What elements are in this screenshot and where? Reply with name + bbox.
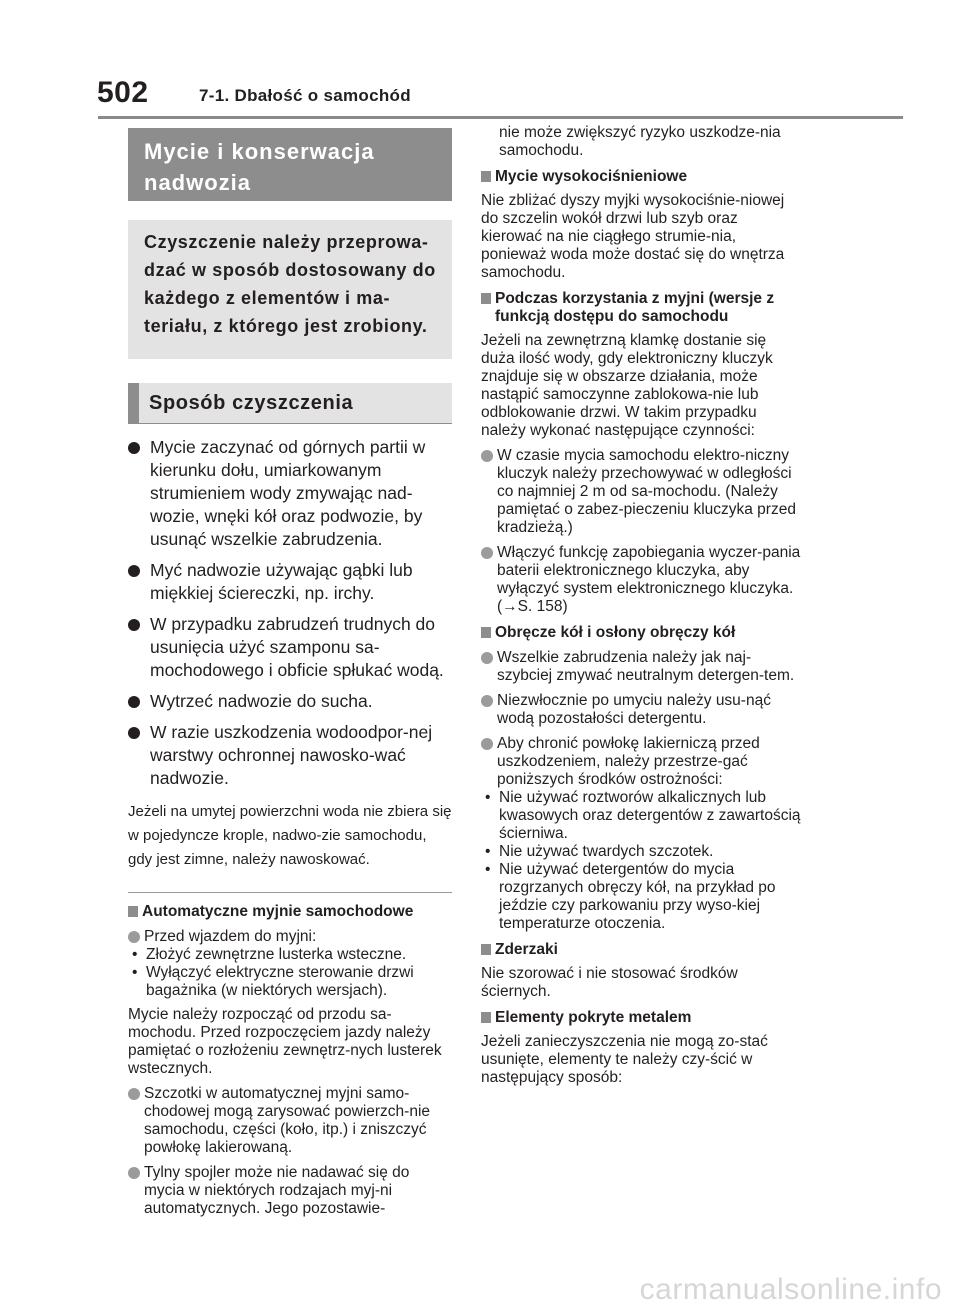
cleaning-steps-list — [128, 436, 452, 790]
circle-bullet-icon — [128, 1088, 140, 1100]
right-column — [481, 124, 803, 1087]
circle-bullet-icon — [481, 547, 493, 559]
wheels-heading: Obręcze kół i osłony obręczy kół — [481, 624, 803, 642]
smart-key-heading: Podczas korzystania z myjni (wersje z funkcją dostępu do samochodu — [481, 290, 803, 326]
circle-bullet-icon — [481, 738, 493, 750]
bullet-icon — [128, 696, 140, 708]
circle-item: W czasie mycia samochodu elektro-niczny kluczyk należy przechowywać w odległości co najmniej 2 m od sa-mochodu. (Należy pamiętać o zabez-pieczeniu kluczyka przed kradzieżą.) — [481, 447, 803, 537]
dash-item: • Nie używać twardych szczotek. — [485, 843, 714, 860]
subtitle-rule — [128, 423, 452, 424]
circle-bullet-icon — [481, 695, 493, 707]
square-bullet-icon — [481, 1012, 491, 1023]
paragraph: Jeżeli zanieczyszczenia nie mogą zo-stać usunięte, elementy te należy czy-ścić w następujący sposób: — [481, 1033, 768, 1086]
square-bullet-icon — [128, 906, 138, 917]
list-item: Mycie zaczynać od górnych partii w kierunku dołu, umiarkowanym strumieniem wody zmywając nad-wozie, wnęki kół oraz podwozie, by usunąć wszelkie zabrudzenia. — [128, 436, 452, 551]
page-number: 502 — [97, 76, 149, 109]
bullet-icon — [128, 619, 140, 631]
circle-bullet-icon — [481, 652, 493, 664]
auto-wash-heading: Automatyczne myjnie samochodowe — [128, 903, 452, 921]
paragraph: Nie szorować i nie stosować środków ściernych. — [481, 965, 738, 1000]
paragraph: Nie zbliżać dyszy myjki wysokociśnie-niowej do szczelin wokół drzwi lub szyb oraz kierować na nie ciągłego strumie-nia, ponieważ woda może dostać się do wnętrza samochodu. — [481, 192, 785, 281]
list-item: W przypadku zabrudzeń trudnych do usunięcia użyć szamponu sa-mochodowego i obficie spłukać wodą. — [128, 613, 452, 682]
circle-item: Włączyć funkcję zapobiegania wyczer-pania baterii elektronicznego kluczyka, aby wyłączyć system elektronicznego kluczyka. (→S. 158) — [481, 544, 803, 616]
circle-item: Tylny spojler może nie nadawać się do mycia w niektórych rodzajach myj-ni automatycznych. Jego pozostawie- — [128, 1164, 452, 1218]
divider — [128, 892, 452, 893]
lead-box: Czyszczenie należy przeprowa-dzać w sposób dostosowany do każdego z elementów i ma-teriału, z którego jest zrobiony. — [128, 220, 452, 359]
section-title: 7-1. Dbałość o samochód — [199, 86, 411, 105]
dash-item: • Nie używać detergentów do mycia rozgrzanych obręczy kół, na przykład po jeździe czy parkowaniu przy wyso-kiej temperaturze otoczenia. — [485, 861, 776, 932]
dash-item: • Złożyć zewnętrzne lusterka wsteczne. — [132, 946, 407, 963]
metal-heading: Elementy pokryte metalem — [481, 1009, 803, 1027]
square-bullet-icon — [481, 944, 491, 955]
circle-bullet-icon — [128, 931, 140, 943]
circle-bullet-icon — [481, 450, 493, 462]
circle-item: Niezwłocznie po umyciu należy usu-nąć wodą pozostałości detergentu. — [481, 692, 803, 728]
square-bullet-icon — [481, 171, 491, 182]
left-column — [128, 128, 452, 1218]
circle-item: Szczotki w automatycznej myjni samo-chodowej mogą zarysować powierzch-nie samochodu, części (koło, itp.) i zniszczyć powłokę lakierowaną. — [128, 1085, 452, 1157]
square-bullet-icon — [481, 293, 491, 304]
bumpers-heading: Zderzaki — [481, 941, 803, 959]
circle-bullet-icon — [128, 1167, 140, 1179]
high-pressure-heading: Mycie wysokociśnieniowe — [481, 168, 803, 186]
subtitle-box: Sposób czyszczenia — [128, 383, 452, 423]
main-title: Mycie i konserwacja nadwozia — [128, 128, 452, 201]
bullet-icon — [128, 727, 140, 739]
list-item: Myć nadwozie używając gąbki lub miękkiej ściereczki, np. irchy. — [128, 559, 452, 605]
list-item: W razie uszkodzenia wodoodpor-nej warstwy ochronnej nawosko-wać nadwozie. — [128, 721, 452, 790]
wax-note: Jeżeli na umytej powierzchni woda nie zbiera się w pojedyncze krople, nadwo-zie samochodu, gdy jest zimne, należy nawoskować. — [128, 803, 452, 868]
bullet-icon — [128, 565, 140, 577]
header-rule — [98, 116, 903, 119]
paragraph: Mycie należy rozpocząć od przodu sa-mochodu. Przed rozpoczęciem jazdy należy pamiętać o rozłożeniu zewnętrz-nych lusterek wstecznych. — [128, 1006, 442, 1077]
circle-item: Aby chronić powłokę lakierniczą przed uszkodzeniem, należy przestrze-gać poniższych środków ostrożności: — [481, 735, 803, 789]
dash-item: • Wyłączyć elektryczne sterowanie drzwi bagażnika (w niektórych wersjach). — [132, 964, 414, 999]
continued-text: nie może zwiększyć ryzyko uszkodze-nia samochodu. — [499, 124, 781, 159]
list-item: Wytrzeć nadwozie do sucha. — [128, 690, 452, 713]
watermark: carmanualsonline.info — [639, 1273, 942, 1306]
bullet-icon — [128, 442, 140, 454]
circle-item: Przed wjazdem do myjni: — [128, 928, 452, 946]
square-bullet-icon — [481, 627, 491, 638]
dash-item: • Nie używać roztworów alkalicznych lub kwasowych oraz detergentów z zawartością ścierniwa. — [485, 789, 801, 842]
circle-item: Wszelkie zabrudzenia należy jak naj-szybciej zmywać neutralnym detergen-tem. — [481, 649, 803, 685]
paragraph: Jeżeli na zewnętrzną klamkę dostanie się duża ilość wody, gdy elektroniczny kluczyk znajduje się w obszarze działania, może nastąpić samoczynne zablokowa-nie lub odblokowanie drzwi. W takim przypadku należy wykonać następujące czynności: — [481, 332, 773, 439]
